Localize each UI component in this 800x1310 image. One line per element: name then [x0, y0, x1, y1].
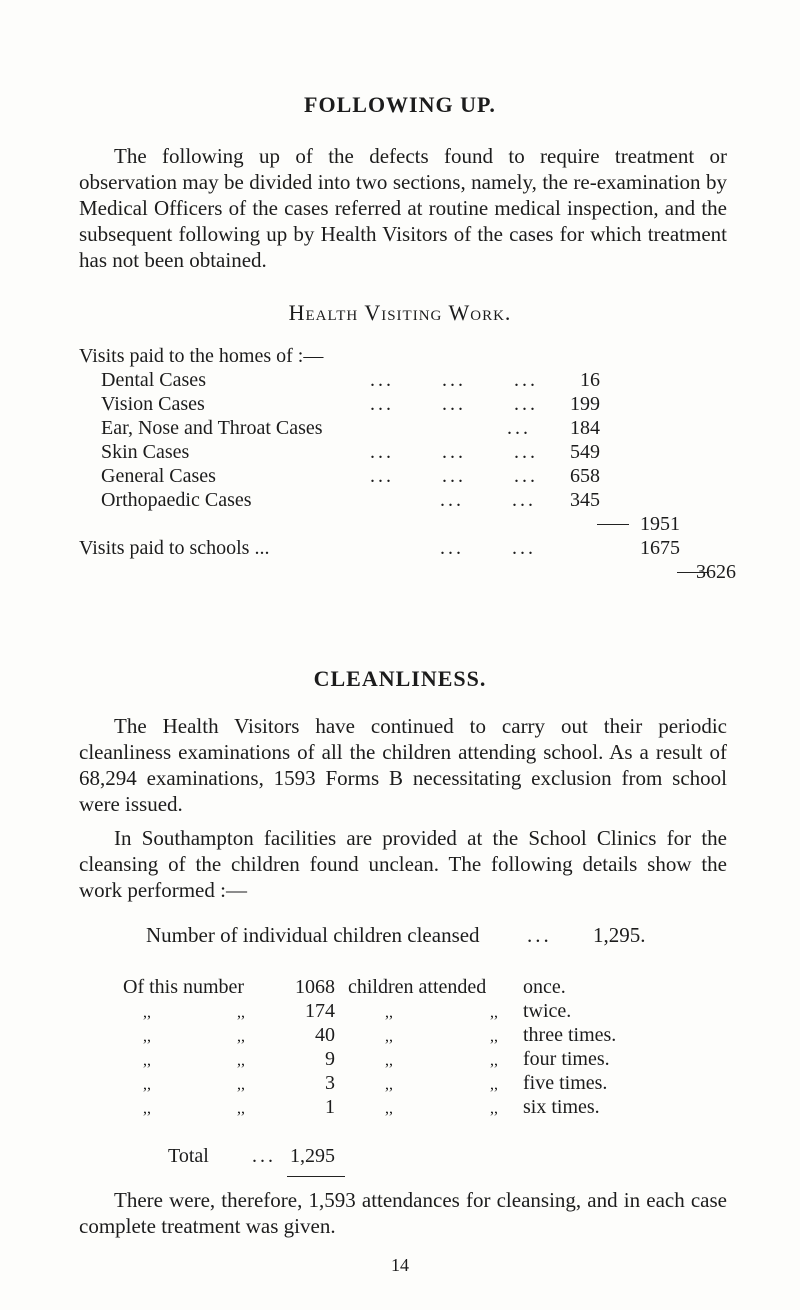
page-number: 14 — [391, 1255, 409, 1275]
closing-paragraph: There were, therefore, 1,593 attendances for cleansing, and in each case complete treatment was given. — [79, 1188, 727, 1238]
attendance-mid: children attended — [348, 976, 487, 998]
row-dots: ... ... ... — [370, 369, 538, 391]
ditto-mark: ,, — [143, 1052, 151, 1069]
schools-dots: ... ... — [440, 537, 536, 559]
row-dots: ... ... ... — [370, 441, 538, 463]
ditto-mark: ,, — [237, 1076, 245, 1093]
row-label: Ear, Nose and Throat Cases — [101, 417, 323, 439]
homes-visits-label: Visits paid to the homes of :— — [79, 345, 324, 367]
following-up-paragraph: The following up of the defects found to require treatment or observation may be divided into two sections, namely, the re-examination by Medical Officers of the cases referred at routine medical inspection, and the subsequent following up by Health Visitors of the cases for which treatment has not been obtained. — [79, 144, 727, 272]
schools-visits-label: Visits paid to schools ... — [79, 537, 270, 559]
attendance-times: twice. — [523, 1000, 572, 1022]
total-value: 1,295 — [290, 1145, 335, 1167]
ditto-mark: ,, — [385, 1004, 393, 1021]
row-value: 184 — [570, 417, 600, 439]
ditto-mark: ,, — [385, 1076, 393, 1093]
ditto-mark: ,, — [490, 1100, 498, 1117]
table-row — [101, 392, 205, 416]
table-row — [101, 416, 323, 440]
row-value: 16 — [580, 369, 600, 391]
row-value: 199 — [570, 393, 600, 415]
ditto-mark: ,, — [385, 1100, 393, 1117]
ditto-mark: ,, — [237, 1004, 245, 1021]
ditto-mark: ,, — [490, 1076, 498, 1093]
table-row — [101, 368, 206, 392]
homes-total: 1951 — [640, 513, 680, 535]
row-dots: ... ... ... — [370, 393, 538, 415]
cleansed-value: 1,295. — [593, 923, 646, 947]
attendance-lead: Of this number — [123, 976, 245, 998]
ditto-mark: ,, — [143, 1100, 151, 1117]
ditto-mark: ,, — [385, 1052, 393, 1069]
ditto-mark: ,, — [143, 1028, 151, 1045]
row-label: Vision Cases — [101, 393, 205, 415]
section-heading-following-up: FOLLOWING UP. — [304, 92, 496, 117]
ditto-mark: ,, — [490, 1052, 498, 1069]
row-dots: ... — [507, 417, 531, 439]
ditto-mark: ,, — [237, 1100, 245, 1117]
schools-value: 1675 — [640, 537, 680, 559]
row-label: Dental Cases — [101, 369, 206, 391]
cleansed-label: Number of individual children cleansed — [146, 923, 480, 947]
attendance-times: five times. — [523, 1072, 608, 1094]
attendance-count: 9 — [325, 1048, 335, 1070]
ditto-mark: ,, — [490, 1028, 498, 1045]
row-label: Skin Cases — [101, 441, 190, 463]
row-dots: ... ... — [440, 489, 536, 511]
attendance-count: 174 — [305, 1000, 335, 1022]
total-label: Total — [168, 1145, 209, 1167]
cleanliness-paragraph-1: The Health Visitors have continued to carry out their periodic cleanliness examinations of all the children attending school. As a result of 68,294 examinations, 1593 Forms B necessitating exclusion from school were issued. — [79, 714, 727, 816]
attendance-count: 40 — [315, 1024, 335, 1046]
row-value: 345 — [570, 489, 600, 511]
attendance-times: four times. — [523, 1048, 610, 1070]
attendance-count: 1 — [325, 1096, 335, 1118]
ditto-mark: ,, — [490, 1004, 498, 1021]
row-dots: ... ... ... — [370, 465, 538, 487]
cleanliness-paragraph-2: In Southampton facilities are provided at the School Clinics for the cleansing of the children found unclean. The following details show the work performed :— — [79, 826, 727, 902]
section-heading-cleanliness: CLEANLINESS. — [313, 666, 487, 691]
attendance-times: three times. — [523, 1024, 617, 1046]
ditto-mark: ,, — [237, 1052, 245, 1069]
row-value: 658 — [570, 465, 600, 487]
ditto-mark: ,, — [143, 1004, 151, 1021]
row-label: General Cases — [101, 465, 216, 487]
row-value: 549 — [570, 441, 600, 463]
ditto-mark: ,, — [143, 1076, 151, 1093]
attendance-count: 3 — [325, 1072, 335, 1094]
row-label: Orthopaedic Cases — [101, 489, 252, 511]
total-dots: ... — [252, 1145, 276, 1167]
grand-total: 3626 — [696, 561, 736, 583]
table-row — [101, 440, 189, 464]
section-heading-health-visiting: Health Visiting Work. — [288, 300, 512, 325]
table-row — [101, 464, 216, 488]
total-rule — [287, 1176, 345, 1177]
cleansed-dots: ... — [527, 923, 552, 947]
ditto-mark: ,, — [385, 1028, 393, 1045]
table-row — [101, 488, 252, 512]
attendance-times: once. — [523, 976, 566, 998]
attendance-count: 1068 — [295, 976, 335, 998]
attendance-times: six times. — [523, 1096, 600, 1118]
ditto-mark: ,, — [237, 1028, 245, 1045]
